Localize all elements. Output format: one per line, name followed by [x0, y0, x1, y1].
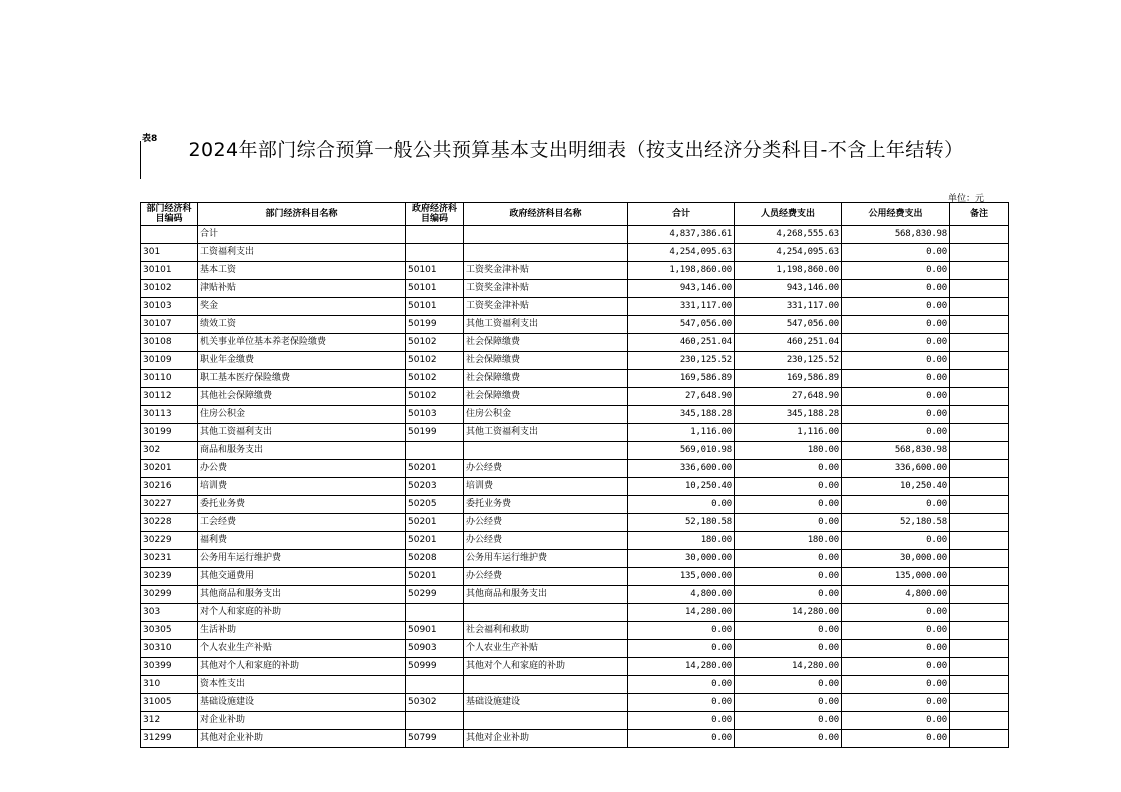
cell-total: 180.00	[628, 532, 735, 550]
cell-personnel: 1,198,860.00	[735, 262, 842, 280]
cell-total: 10,250.40	[628, 478, 735, 496]
cell-note	[950, 388, 1009, 406]
table-row	[141, 316, 1009, 334]
cell-public: 0.00	[842, 334, 950, 352]
cell-gov-code: 50799	[406, 730, 464, 748]
cell-personnel: 27,648.90	[735, 388, 842, 406]
cell-public: 0.00	[842, 262, 950, 280]
cell-dept-code: 30101	[141, 262, 198, 280]
cell-dept-name: 资本性支出	[198, 676, 406, 694]
budget-table	[140, 202, 1009, 748]
table-row	[141, 370, 1009, 388]
cell-note	[950, 604, 1009, 622]
cell-gov-name	[464, 442, 628, 460]
cell-total: 1,116.00	[628, 424, 735, 442]
table-row	[141, 442, 1009, 460]
cell-dept-name: 对企业补助	[198, 712, 406, 730]
cell-personnel: 331,117.00	[735, 298, 842, 316]
cell-dept-code: 30113	[141, 406, 198, 424]
cell-dept-name: 其他对企业补助	[198, 730, 406, 748]
cell-total: 460,251.04	[628, 334, 735, 352]
cell-total: 30,000.00	[628, 550, 735, 568]
cell-gov-name: 公务用车运行维护费	[464, 550, 628, 568]
cell-total: 169,586.89	[628, 370, 735, 388]
cell-personnel: 1,116.00	[735, 424, 842, 442]
cell-personnel: 0.00	[735, 586, 842, 604]
cell-dept-code: 30108	[141, 334, 198, 352]
cell-note	[950, 496, 1009, 514]
table-row	[141, 298, 1009, 316]
cell-gov-name: 委托业务费	[464, 496, 628, 514]
cell-note	[950, 658, 1009, 676]
cell-dept-name: 奖金	[198, 298, 406, 316]
cell-dept-code: 31005	[141, 694, 198, 712]
cell-dept-name: 其他工资福利支出	[198, 424, 406, 442]
cell-gov-name: 社会保障缴费	[464, 334, 628, 352]
header-public: 公用经费支出	[842, 203, 950, 226]
cell-dept-name: 公务用车运行维护费	[198, 550, 406, 568]
cell-gov-code: 50101	[406, 298, 464, 316]
cell-gov-code: 50302	[406, 694, 464, 712]
cell-dept-name: 商品和服务支出	[198, 442, 406, 460]
cell-note	[950, 280, 1009, 298]
cell-gov-code: 50203	[406, 478, 464, 496]
cell-dept-code: 30227	[141, 496, 198, 514]
cell-note	[950, 514, 1009, 532]
cell-gov-name	[464, 712, 628, 730]
cell-dept-code	[141, 226, 198, 244]
cell-gov-code: 50103	[406, 406, 464, 424]
cell-personnel: 0.00	[735, 478, 842, 496]
title-divider	[140, 141, 141, 179]
cell-gov-code	[406, 676, 464, 694]
cell-note	[950, 442, 1009, 460]
cell-personnel: 4,268,555.63	[735, 226, 842, 244]
cell-public: 0.00	[842, 658, 950, 676]
header-total: 合计	[628, 203, 735, 226]
cell-gov-code	[406, 604, 464, 622]
cell-total: 230,125.52	[628, 352, 735, 370]
cell-dept-code: 30110	[141, 370, 198, 388]
cell-dept-name: 基本工资	[198, 262, 406, 280]
cell-personnel: 4,254,095.63	[735, 244, 842, 262]
cell-gov-name: 个人农业生产补贴	[464, 640, 628, 658]
cell-dept-code: 30103	[141, 298, 198, 316]
cell-note	[950, 298, 1009, 316]
cell-dept-code: 30109	[141, 352, 198, 370]
cell-public: 336,600.00	[842, 460, 950, 478]
cell-gov-code: 50999	[406, 658, 464, 676]
cell-gov-code: 50102	[406, 334, 464, 352]
header-note: 备注	[950, 203, 1009, 226]
cell-total: 14,280.00	[628, 658, 735, 676]
cell-dept-code: 30305	[141, 622, 198, 640]
cell-total: 27,648.90	[628, 388, 735, 406]
cell-personnel: 0.00	[735, 622, 842, 640]
cell-note	[950, 262, 1009, 280]
cell-public: 0.00	[842, 316, 950, 334]
cell-gov-name: 其他工资福利支出	[464, 316, 628, 334]
cell-public: 568,830.98	[842, 442, 950, 460]
cell-dept-code: 30229	[141, 532, 198, 550]
cell-dept-code: 301	[141, 244, 198, 262]
cell-dept-name: 委托业务费	[198, 496, 406, 514]
cell-gov-code: 50201	[406, 460, 464, 478]
cell-total: 0.00	[628, 694, 735, 712]
cell-note	[950, 586, 1009, 604]
cell-public: 568,830.98	[842, 226, 950, 244]
cell-dept-code: 30102	[141, 280, 198, 298]
cell-dept-name: 工会经费	[198, 514, 406, 532]
cell-dept-name: 对个人和家庭的补助	[198, 604, 406, 622]
cell-public: 0.00	[842, 388, 950, 406]
cell-note	[950, 316, 1009, 334]
header-dept-code: 部门经济科目编码	[141, 203, 198, 226]
cell-total: 569,010.98	[628, 442, 735, 460]
table-row	[141, 658, 1009, 676]
cell-note	[950, 424, 1009, 442]
cell-note	[950, 640, 1009, 658]
cell-dept-code: 312	[141, 712, 198, 730]
cell-gov-code: 50101	[406, 262, 464, 280]
cell-total: 336,600.00	[628, 460, 735, 478]
cell-gov-code: 50201	[406, 532, 464, 550]
cell-note	[950, 712, 1009, 730]
cell-dept-name: 其他商品和服务支出	[198, 586, 406, 604]
cell-dept-code: 30216	[141, 478, 198, 496]
cell-gov-name: 培训费	[464, 478, 628, 496]
cell-note	[950, 694, 1009, 712]
cell-total: 4,800.00	[628, 586, 735, 604]
document-label: 表8	[142, 134, 158, 144]
cell-gov-code: 50208	[406, 550, 464, 568]
cell-gov-name: 其他商品和服务支出	[464, 586, 628, 604]
cell-public: 10,250.40	[842, 478, 950, 496]
cell-dept-name: 职业年金缴费	[198, 352, 406, 370]
cell-personnel: 0.00	[735, 550, 842, 568]
cell-gov-name: 办公经费	[464, 514, 628, 532]
cell-total: 0.00	[628, 496, 735, 514]
cell-public: 135,000.00	[842, 568, 950, 586]
cell-personnel: 0.00	[735, 694, 842, 712]
table-row	[141, 514, 1009, 532]
cell-gov-name: 其他工资福利支出	[464, 424, 628, 442]
cell-dept-code: 30231	[141, 550, 198, 568]
table-header-row	[141, 203, 1009, 226]
table-row	[141, 388, 1009, 406]
cell-personnel: 180.00	[735, 532, 842, 550]
cell-dept-code: 30399	[141, 658, 198, 676]
cell-public: 0.00	[842, 622, 950, 640]
cell-dept-code: 30310	[141, 640, 198, 658]
cell-note	[950, 226, 1009, 244]
cell-gov-name: 其他对企业补助	[464, 730, 628, 748]
cell-dept-name: 个人农业生产补贴	[198, 640, 406, 658]
cell-total: 0.00	[628, 730, 735, 748]
cell-gov-code	[406, 244, 464, 262]
cell-dept-code: 30239	[141, 568, 198, 586]
cell-dept-name: 职工基本医疗保险缴费	[198, 370, 406, 388]
cell-gov-name: 工资奖金津补贴	[464, 262, 628, 280]
cell-dept-code: 30199	[141, 424, 198, 442]
cell-gov-code: 50199	[406, 316, 464, 334]
table-row	[141, 424, 1009, 442]
cell-gov-name: 基础设施建设	[464, 694, 628, 712]
cell-gov-name	[464, 604, 628, 622]
unit-label: 单位：元	[948, 194, 985, 204]
cell-gov-code	[406, 226, 464, 244]
table-row	[141, 280, 1009, 298]
cell-public: 0.00	[842, 298, 950, 316]
cell-dept-code: 31299	[141, 730, 198, 748]
cell-gov-name: 办公经费	[464, 568, 628, 586]
cell-note	[950, 568, 1009, 586]
cell-personnel: 0.00	[735, 712, 842, 730]
cell-dept-name: 绩效工资	[198, 316, 406, 334]
cell-total: 135,000.00	[628, 568, 735, 586]
cell-gov-name: 住房公积金	[464, 406, 628, 424]
cell-dept-code: 30107	[141, 316, 198, 334]
cell-public: 0.00	[842, 406, 950, 424]
cell-public: 0.00	[842, 604, 950, 622]
table-row	[141, 496, 1009, 514]
table-row	[141, 532, 1009, 550]
cell-personnel: 0.00	[735, 460, 842, 478]
cell-public: 0.00	[842, 424, 950, 442]
cell-gov-code: 50102	[406, 370, 464, 388]
cell-public: 0.00	[842, 676, 950, 694]
cell-public: 0.00	[842, 712, 950, 730]
table-row	[141, 334, 1009, 352]
cell-dept-code: 30299	[141, 586, 198, 604]
cell-dept-name: 福利费	[198, 532, 406, 550]
cell-personnel: 0.00	[735, 730, 842, 748]
cell-note	[950, 370, 1009, 388]
cell-personnel: 943,146.00	[735, 280, 842, 298]
cell-public: 30,000.00	[842, 550, 950, 568]
cell-gov-code: 50201	[406, 514, 464, 532]
table-row	[141, 730, 1009, 748]
cell-gov-code: 50199	[406, 424, 464, 442]
header-gov-code: 政府经济科目编码	[406, 203, 464, 226]
cell-personnel: 230,125.52	[735, 352, 842, 370]
cell-dept-code: 303	[141, 604, 198, 622]
cell-gov-name: 工资奖金津补贴	[464, 298, 628, 316]
cell-total: 0.00	[628, 622, 735, 640]
cell-dept-name: 工资福利支出	[198, 244, 406, 262]
table-row	[141, 712, 1009, 730]
cell-personnel: 0.00	[735, 514, 842, 532]
cell-gov-code	[406, 442, 464, 460]
table-body	[141, 226, 1009, 748]
cell-total: 14,280.00	[628, 604, 735, 622]
cell-gov-name	[464, 676, 628, 694]
cell-personnel: 0.00	[735, 568, 842, 586]
cell-note	[950, 478, 1009, 496]
cell-note	[950, 244, 1009, 262]
table-row	[141, 622, 1009, 640]
cell-personnel: 547,056.00	[735, 316, 842, 334]
cell-total: 0.00	[628, 640, 735, 658]
cell-total: 547,056.00	[628, 316, 735, 334]
cell-total: 331,117.00	[628, 298, 735, 316]
cell-gov-code: 50102	[406, 388, 464, 406]
header-gov-name: 政府经济科目名称	[464, 203, 628, 226]
cell-gov-code: 50299	[406, 586, 464, 604]
table-row	[141, 406, 1009, 424]
cell-dept-code: 310	[141, 676, 198, 694]
cell-gov-code: 50903	[406, 640, 464, 658]
cell-gov-name	[464, 226, 628, 244]
header-personnel: 人员经费支出	[735, 203, 842, 226]
cell-personnel: 345,188.28	[735, 406, 842, 424]
cell-dept-code: 30228	[141, 514, 198, 532]
cell-note	[950, 550, 1009, 568]
cell-personnel: 0.00	[735, 496, 842, 514]
cell-public: 0.00	[842, 352, 950, 370]
cell-public: 0.00	[842, 370, 950, 388]
cell-gov-name: 其他对个人和家庭的补助	[464, 658, 628, 676]
cell-total: 52,180.58	[628, 514, 735, 532]
cell-dept-code: 30201	[141, 460, 198, 478]
cell-public: 0.00	[842, 280, 950, 298]
cell-note	[950, 352, 1009, 370]
cell-public: 0.00	[842, 640, 950, 658]
cell-note	[950, 460, 1009, 478]
cell-dept-name: 生活补助	[198, 622, 406, 640]
cell-total: 4,254,095.63	[628, 244, 735, 262]
table-row	[141, 694, 1009, 712]
cell-dept-name: 机关事业单位基本养老保险缴费	[198, 334, 406, 352]
cell-gov-name: 社会保障缴费	[464, 388, 628, 406]
cell-gov-code	[406, 712, 464, 730]
cell-dept-name: 培训费	[198, 478, 406, 496]
cell-total: 0.00	[628, 712, 735, 730]
cell-note	[950, 622, 1009, 640]
table-row	[141, 550, 1009, 568]
cell-note	[950, 532, 1009, 550]
table-row	[141, 586, 1009, 604]
table-row	[141, 262, 1009, 280]
cell-dept-name: 其他交通费用	[198, 568, 406, 586]
cell-public: 4,800.00	[842, 586, 950, 604]
cell-gov-name: 办公经费	[464, 532, 628, 550]
cell-public: 0.00	[842, 244, 950, 262]
table-row	[141, 640, 1009, 658]
cell-public: 0.00	[842, 532, 950, 550]
cell-gov-name	[464, 244, 628, 262]
cell-gov-code: 50102	[406, 352, 464, 370]
cell-gov-name: 社会保障缴费	[464, 370, 628, 388]
table-row	[141, 244, 1009, 262]
cell-gov-code: 50901	[406, 622, 464, 640]
cell-dept-code: 30112	[141, 388, 198, 406]
cell-dept-name: 住房公积金	[198, 406, 406, 424]
cell-note	[950, 406, 1009, 424]
cell-dept-name: 津贴补贴	[198, 280, 406, 298]
cell-total: 0.00	[628, 676, 735, 694]
table-row	[141, 352, 1009, 370]
cell-note	[950, 676, 1009, 694]
cell-personnel: 180.00	[735, 442, 842, 460]
cell-total: 345,188.28	[628, 406, 735, 424]
cell-gov-name: 工资奖金津补贴	[464, 280, 628, 298]
cell-personnel: 460,251.04	[735, 334, 842, 352]
cell-personnel: 14,280.00	[735, 658, 842, 676]
cell-public: 0.00	[842, 694, 950, 712]
cell-gov-name: 社会福利和救助	[464, 622, 628, 640]
cell-dept-name: 其他社会保障缴费	[198, 388, 406, 406]
cell-gov-name: 社会保障缴费	[464, 352, 628, 370]
cell-dept-name: 合计	[198, 226, 406, 244]
table-row	[141, 460, 1009, 478]
cell-gov-code: 50101	[406, 280, 464, 298]
cell-dept-name: 办公费	[198, 460, 406, 478]
cell-dept-code: 302	[141, 442, 198, 460]
cell-personnel: 14,280.00	[735, 604, 842, 622]
cell-gov-name: 办公经费	[464, 460, 628, 478]
page-title: 2024年部门综合预算一般公共预算基本支出明细表（按支出经济分类科目-不含上年结转）	[188, 139, 964, 161]
cell-total: 1,198,860.00	[628, 262, 735, 280]
cell-note	[950, 334, 1009, 352]
cell-note	[950, 730, 1009, 748]
table-row	[141, 226, 1009, 244]
table-row	[141, 604, 1009, 622]
table-row	[141, 478, 1009, 496]
cell-personnel: 169,586.89	[735, 370, 842, 388]
table-row	[141, 568, 1009, 586]
cell-dept-name: 其他对个人和家庭的补助	[198, 658, 406, 676]
header-dept-name: 部门经济科目名称	[198, 203, 406, 226]
cell-gov-code: 50201	[406, 568, 464, 586]
table-row	[141, 676, 1009, 694]
cell-public: 52,180.58	[842, 514, 950, 532]
cell-dept-name: 基础设施建设	[198, 694, 406, 712]
cell-total: 4,837,386.61	[628, 226, 735, 244]
cell-personnel: 0.00	[735, 640, 842, 658]
cell-total: 943,146.00	[628, 280, 735, 298]
cell-public: 0.00	[842, 730, 950, 748]
cell-personnel: 0.00	[735, 676, 842, 694]
cell-gov-code: 50205	[406, 496, 464, 514]
cell-public: 0.00	[842, 496, 950, 514]
